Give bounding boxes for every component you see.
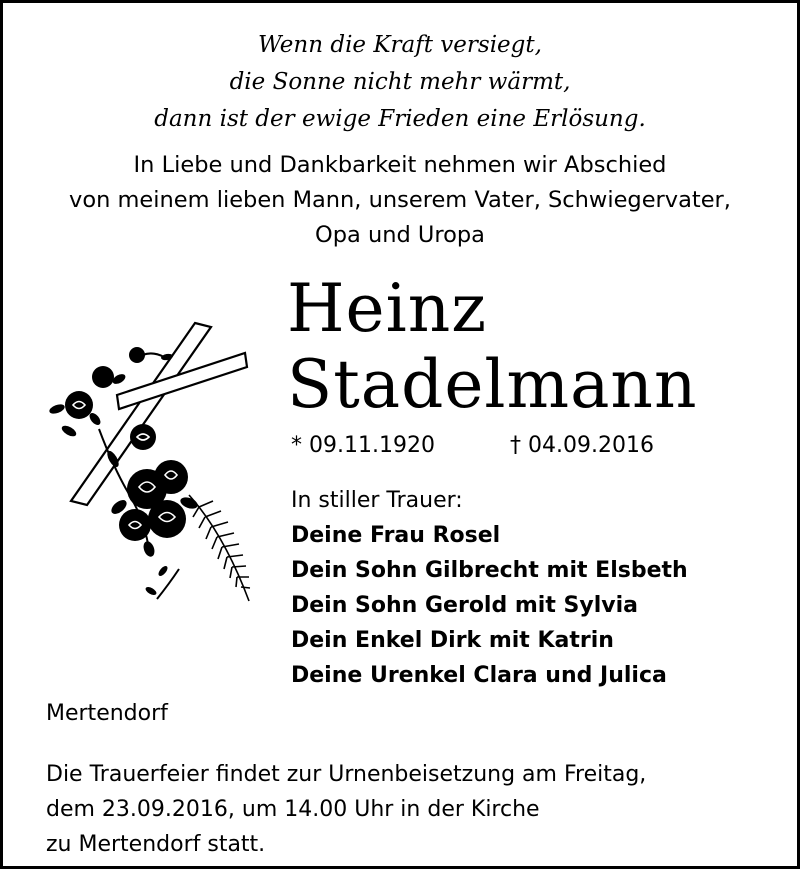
service-info (46, 757, 646, 862)
mourner-name: Dein Enkel Dirk mit Katrin (291, 628, 614, 653)
mourners-list (291, 483, 688, 693)
service-line: zu Mertendorf statt. (46, 832, 266, 857)
mourner-name: Deine Urenkel Clara und Julica (291, 663, 667, 688)
mourner-name: Dein Sohn Gerold mit Sylvia (291, 593, 638, 618)
intro-line: Opa und Uropa (315, 222, 485, 248)
mourner-name: Deine Frau Rosel (291, 523, 501, 548)
service-line: Die Trauerfeier findet zur Urnenbeisetzung am Freitag, (46, 762, 647, 787)
mourner-name: Dein Sohn Gilbrecht mit Elsbeth (291, 558, 688, 583)
poem-line: dann ist der ewige Frieden eine Erlösung. (154, 106, 646, 132)
place-name: Mertendorf (46, 701, 168, 726)
first-name: Heinz (287, 270, 488, 347)
poem-line: die Sonne nicht mehr wärmt, (229, 69, 571, 95)
intro-text (3, 148, 797, 253)
intro-line: In Liebe und Dankbarkeit nehmen wir Abschied (133, 152, 667, 178)
poem-line: Wenn die Kraft versiegt, (258, 32, 542, 58)
intro-line: von meinem lieben Mann, unserem Vater, Schwiegervater, (69, 187, 731, 213)
deceased-name (287, 271, 697, 423)
death-date: † 04.09.2016 (510, 433, 654, 458)
service-line: dem 23.09.2016, um 14.00 Uhr in der Kirche (46, 797, 540, 822)
last-name: Stadelmann (287, 346, 698, 423)
cross-with-roses-icon (39, 319, 259, 619)
mourners-heading: In stiller Trauer: (291, 488, 463, 513)
birth-date: * 09.11.1920 (291, 433, 435, 458)
poem (3, 27, 797, 138)
